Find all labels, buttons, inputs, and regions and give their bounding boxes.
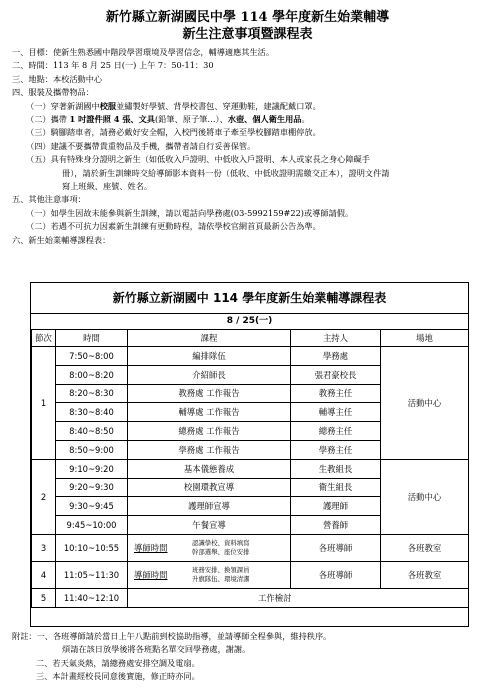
period-cell: 2 bbox=[32, 459, 56, 534]
notice-location: 三、地點：本校活動中心 bbox=[12, 73, 103, 84]
notice-special-status-line1: （五）具有特殊身分證明之新生（如低收入戶證明、中低收入戶證明、本人或家長之身心障礙手 bbox=[26, 154, 370, 165]
table-row bbox=[32, 459, 469, 478]
schedule-date: 8 / 25(一) bbox=[31, 313, 468, 330]
schedule-header-row bbox=[32, 330, 469, 347]
footer-note-2: 二、若天氣炎熱，請總務處安排空調及電扇。 bbox=[36, 657, 200, 668]
course-cell: 午餐宣導 bbox=[128, 516, 291, 535]
time-cell: 8:40~8:50 bbox=[56, 422, 128, 441]
mentor-detail-line1: 認識學校、資料填寫 bbox=[192, 538, 250, 547]
host-cell: 學務主任 bbox=[291, 440, 381, 459]
table-row bbox=[32, 347, 469, 366]
period-cell: 1 bbox=[32, 347, 56, 460]
host-cell: 各班導師 bbox=[291, 561, 381, 588]
course-cell: 基本儀態養成 bbox=[128, 459, 291, 478]
notice-leave: （一）如學生因故未能參與新生訓練，請以電話向學務處(03-5992159#22)或導師請假。 bbox=[26, 207, 354, 218]
period-cell: 3 bbox=[32, 534, 56, 561]
header-venue: 場地 bbox=[381, 330, 469, 347]
notice-special-status-line2: 冊），請於新生訓練時交給導師影本資料一份（低收、中低收證明需繳交正本），證明文件請 bbox=[62, 167, 390, 178]
notice-goal: 一、目標：使新生熟悉國中階段學習環境及學習信念，輔導適應其生活。 bbox=[12, 47, 275, 57]
time-cell: 9:45~10:00 bbox=[56, 516, 128, 535]
schedule-table bbox=[30, 282, 469, 627]
table-row bbox=[32, 588, 469, 607]
mentor-detail-line1: 班務安排、換領課員 bbox=[192, 565, 250, 574]
mentor-detail-line2: 升旗隊伍、環境清潔 bbox=[192, 574, 250, 583]
notice-valuables: （四）建議不要攜帶貴重物品及手機，攜帶者請自行妥善保管。 bbox=[26, 140, 256, 151]
course-cell: 輔導處 工作報告 bbox=[128, 403, 291, 422]
notice-schedule-change: （二）若遇不可抗力因素新生訓練有更動時程，請依學校官網首頁最新公告為準。 bbox=[26, 221, 321, 232]
host-cell: 各班導師 bbox=[291, 534, 381, 561]
mentor-course bbox=[128, 539, 290, 557]
course-cell: 學務處 工作報告 bbox=[128, 440, 291, 459]
footer-note-1b: 煩請在該日放學後將各班點名單交回學務處，謝謝。 bbox=[62, 644, 251, 655]
time-cell: 10:10~10:55 bbox=[56, 534, 128, 561]
header-course: 課程 bbox=[128, 330, 291, 347]
mentor-course-label: 導師時間 bbox=[134, 569, 168, 580]
course-cell: 介紹師長 bbox=[128, 365, 291, 384]
time-cell: 8:30~8:40 bbox=[56, 403, 128, 422]
notice-bring bbox=[12, 113, 487, 126]
notice-other-heading: 五、其他注意事項： bbox=[12, 194, 86, 205]
time-cell: 8:50~9:00 bbox=[56, 440, 128, 459]
mentor-course-detail bbox=[192, 566, 250, 584]
notice-bring-emphasis-photo: 1 吋證件照 4 張、文具 bbox=[69, 114, 155, 125]
mentor-course bbox=[128, 566, 290, 584]
period-cell: 5 bbox=[32, 588, 56, 607]
host-cell: 衛生組長 bbox=[291, 478, 381, 497]
time-cell: 9:30~9:45 bbox=[56, 497, 128, 516]
course-cell: 校園環教宣導 bbox=[128, 478, 291, 497]
notice-uniform bbox=[12, 100, 487, 113]
notice-bring-text-e: 。 bbox=[301, 114, 310, 125]
host-cell: 生教組長 bbox=[291, 459, 381, 478]
time-cell: 9:20~9:30 bbox=[56, 478, 128, 497]
course-cell: 教務處 工作報告 bbox=[128, 384, 291, 403]
footer-notes bbox=[12, 630, 487, 684]
host-cell: 輔導主任 bbox=[291, 403, 381, 422]
document-subtitle: 新生注意事項暨課程表 bbox=[182, 27, 313, 42]
time-cell: 8:00~8:20 bbox=[56, 365, 128, 384]
time-cell: 11:40~12:10 bbox=[56, 588, 128, 607]
venue-cell: 活動中心 bbox=[381, 459, 469, 534]
course-cell: 編排隊伍 bbox=[128, 347, 291, 366]
host-cell: 張君豪校長 bbox=[291, 365, 381, 384]
notice-uniform-text-c: 並繡製好學號、背學校書包、穿運動鞋，建議配戴口罩。 bbox=[116, 100, 321, 111]
footer-note-1: 附註：一、各班導師請於當日上午八點前到校協助指導，並請導師全程參與，維持秩序。 bbox=[12, 631, 332, 641]
table-row bbox=[32, 561, 469, 588]
venue-cell: 各班教室 bbox=[381, 534, 469, 561]
schedule-title: 新竹縣立新湖國中 114 學年度新生始業輔導課程表 bbox=[31, 283, 468, 314]
footer-note-3: 三、本計畫經校長同意後實施，修正時亦同。 bbox=[36, 671, 200, 682]
time-cell: 9:10~9:20 bbox=[56, 459, 128, 478]
notice-bicycle: （三）騎腳踏車者，請務必戴好安全帽，入校門後將車子牽至學校腳踏車棚停放。 bbox=[26, 127, 321, 138]
table-row bbox=[32, 534, 469, 561]
host-cell: 總務主任 bbox=[291, 422, 381, 441]
notice-items-heading: 四、服裝及攜帶物品： bbox=[12, 87, 94, 98]
notice-bring-text-c: (鉛筆、原子筆…）、 bbox=[155, 114, 228, 125]
host-cell: 教務主任 bbox=[291, 384, 381, 403]
period-cell: 4 bbox=[32, 561, 56, 588]
host-cell: 學務處 bbox=[291, 347, 381, 366]
mentor-course-label: 導師時間 bbox=[134, 542, 168, 553]
time-cell: 11:05~11:30 bbox=[56, 561, 128, 588]
time-cell: 8:20~8:30 bbox=[56, 384, 128, 403]
header-period: 節次 bbox=[32, 330, 56, 347]
notice-time: 二、時間：113 年 8 月 25 日(一) 上午 7：50-11：30 bbox=[12, 60, 214, 71]
document-title: 新竹縣立新湖國民中學 114 學年度新生始業輔導 bbox=[105, 10, 390, 25]
notice-bring-text-a: （二）攜帶 bbox=[26, 114, 70, 125]
notice-section bbox=[12, 46, 487, 247]
header-host: 主持人 bbox=[291, 330, 381, 347]
course-cell: 護理師宣導 bbox=[128, 497, 291, 516]
notice-schedule-heading: 六、新生始業輔導課程表： bbox=[12, 234, 111, 245]
notice-special-status-line3: 寫上班級、座號、姓名。 bbox=[62, 181, 153, 192]
notice-uniform-text-a: （一）穿著新湖國中 bbox=[26, 100, 100, 111]
course-cell: 工作檢討 bbox=[128, 588, 469, 607]
host-cell: 營養師 bbox=[291, 516, 381, 535]
host-cell: 護理師 bbox=[291, 497, 381, 516]
schedule-grid bbox=[31, 329, 469, 608]
course-cell: 總務處 工作報告 bbox=[128, 422, 291, 441]
venue-cell: 活動中心 bbox=[381, 347, 469, 460]
mentor-detail-line2: 幹部選舉、座位安排 bbox=[192, 547, 250, 556]
notice-uniform-emphasis: 校服 bbox=[99, 100, 117, 111]
venue-cell: 各班教室 bbox=[381, 561, 469, 588]
notice-bring-emphasis-bottle: 水壺、個人衛生用品 bbox=[227, 114, 302, 125]
header-time: 時間 bbox=[56, 330, 128, 347]
mentor-course-detail bbox=[192, 539, 250, 557]
time-cell: 7:50~8:00 bbox=[56, 347, 128, 366]
course-cell bbox=[128, 561, 291, 588]
course-cell bbox=[128, 534, 291, 561]
